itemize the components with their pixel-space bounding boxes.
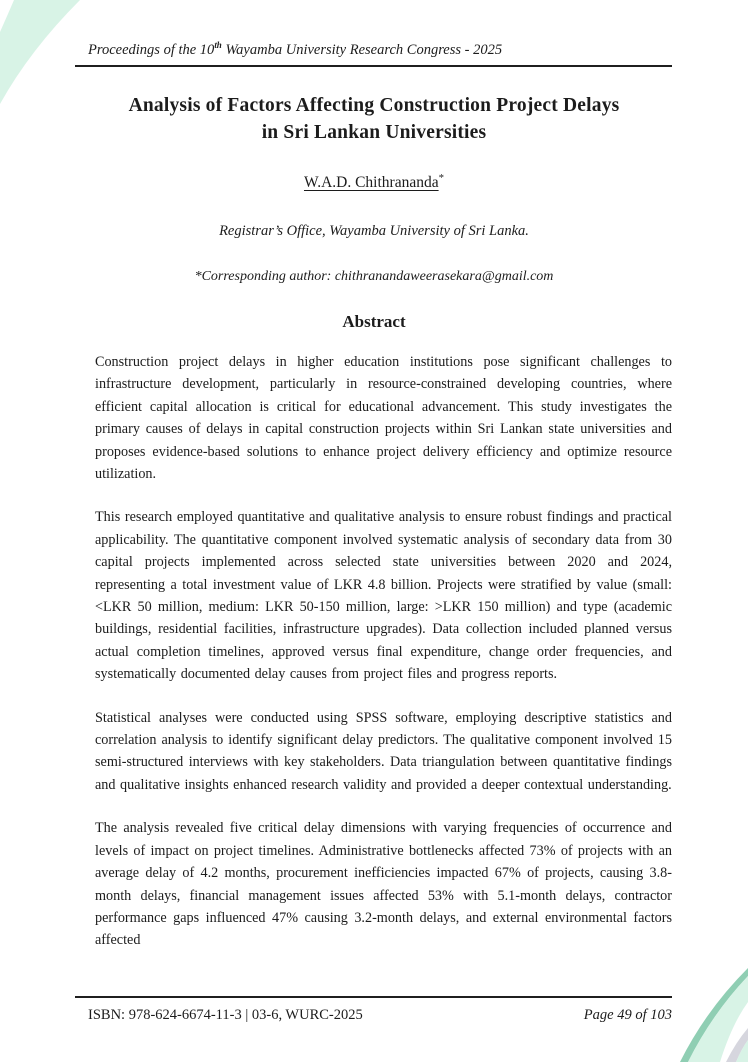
abstract-paragraph: Statistical analyses were conducted using SPSS software, employing descriptive statistics and correlation analysis to identify significant delay predictors. The qualitative component involved 15 semi-structured interviews with key stakeholders. Data triangulation between quantitative findings and qualitative insights enhanced research validity and provided a deeper contextual understanding. (95, 709, 672, 793)
corresponding-author-note: *Corresponding author: chithranandaweerasekara@gmail.com (194, 268, 554, 284)
author-affiliation: Registrar’s Office, Wayamba University of Sri Lanka. (219, 222, 529, 239)
corresponding-author-marker: * (438, 171, 445, 184)
running-head (75, 36, 672, 67)
paper-title-line2: in Sri Lankan Universities (261, 122, 487, 144)
running-head-ordinal-superscript: th (214, 40, 222, 50)
footer-isbn: ISBN: 978-624-6674-11-3 | 03-6, WURC-2025 (88, 1007, 363, 1023)
abstract-paragraph: Construction project delays in higher education institutions pose significant challenges to infrastructure development, particularly in resource-constrained developing countries, where efficient capital allocation is critical for educational advancement. This study investigates the primary causes of delays in capital construction projects within Sri Lankan state universities and proposes evidence-based solutions to enhance project delivery efficiency and optimize resource utilization. (95, 353, 672, 483)
abstract-paragraph: This research employed quantitative and qualitative analysis to ensure robust findings and practical applicability. The quantitative component involved systematic analysis of secondary data from 30 capital projects implemented across selected state universities between 2020 and 2024, representing a total investment value of LKR 4.8 billion. Projects were stratified by value (small: <LKR 50 million, medium: LKR 50-150 million, large: >LKR 150 million) and type (academic buildings, residential facilities, infrastructure upgrades). Data collection included planned versus actual completion timelines, approved versus final expenditure, change order frequencies, and systematically documented delay causes from project files and progress reports. (95, 509, 672, 683)
paper-title-line1: Analysis of Factors Affecting Construction Project Delays (128, 94, 620, 116)
author-name: W.A.D. Chithrananda (303, 173, 439, 191)
author-line (0, 172, 748, 192)
abstract-body (95, 351, 672, 952)
abstract-heading: Abstract (342, 311, 406, 331)
abstract-paragraph: The analysis revealed five critical delay dimensions with varying frequencies of occurrence and levels of impact on project timelines. Administrative bottlenecks affected 73% of projects with an average delay of 4.2 months, procurement inefficiencies impacted 67% of projects, causing 3.8-month delays, financial management issues affected 53% with 5.1-month delays, contractor performance gaps influenced 47% causing 3.2-month delays, and external environmental factors affected (95, 820, 672, 949)
running-head-text: Proceedings of the 10 (88, 41, 215, 58)
page-footer (75, 996, 672, 1024)
paper-title (40, 92, 708, 147)
running-head-text-suffix: Wayamba University Research Congress - 2025 (221, 41, 503, 58)
footer-page-number: Page 49 of 103 (583, 1007, 672, 1023)
